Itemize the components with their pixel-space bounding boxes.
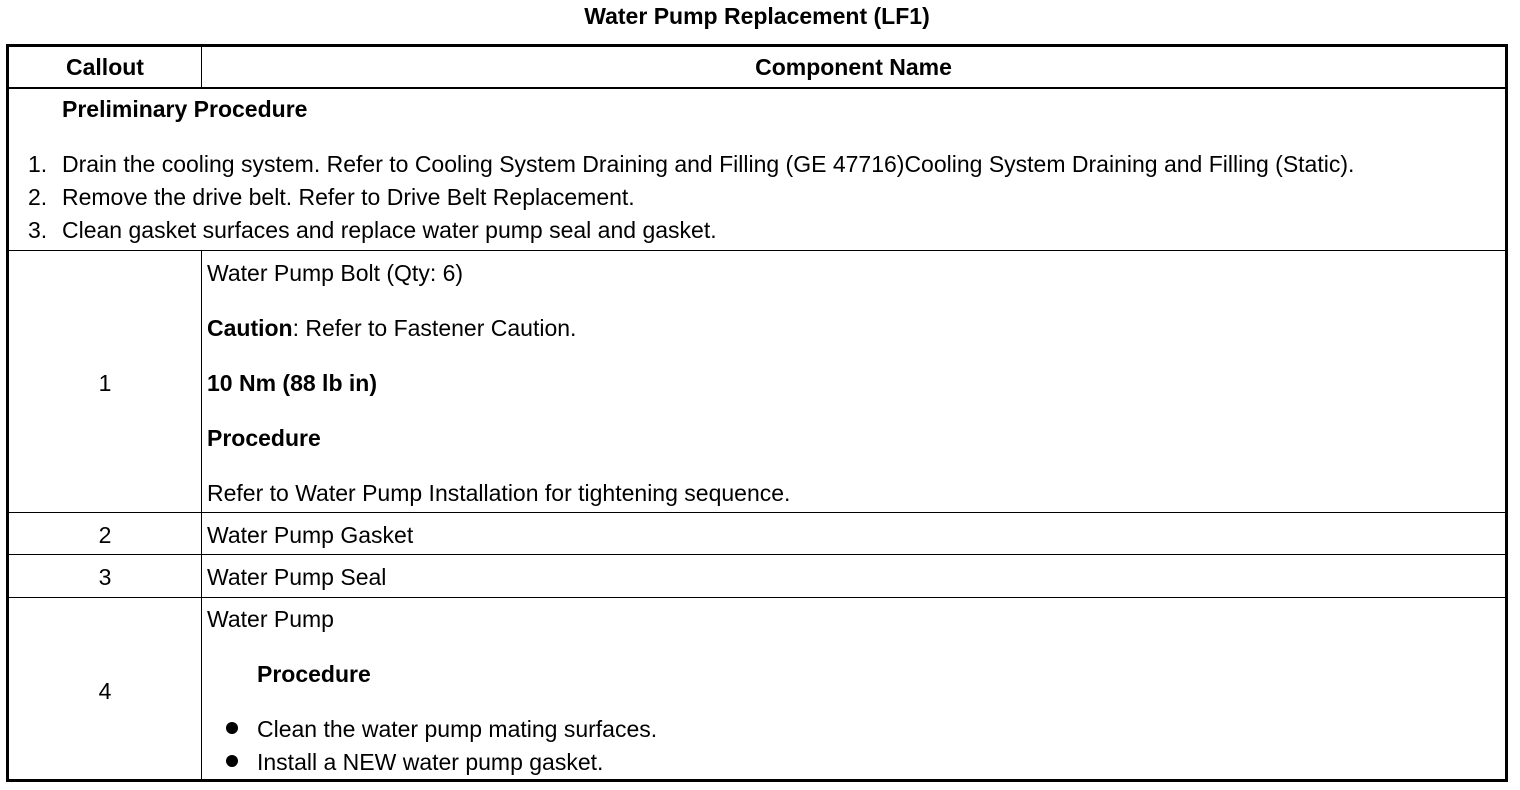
row-divider (9, 250, 1505, 251)
row-divider (9, 554, 1505, 555)
callout-number: 4 (98, 678, 112, 704)
procedure-text: Refer to Water Pump Installation for tightening sequence. (207, 480, 791, 506)
step-text: Clean gasket surfaces and replace water pump seal and gasket. (62, 217, 717, 243)
bullet-item: Clean the water pump mating surfaces. (257, 716, 658, 742)
procedure-label: Procedure (207, 425, 321, 451)
step-text: Drain the cooling system. Refer to Cooling System Draining and Filling (GE 47716)Cooling System Draining and Filling (Static). (62, 151, 1355, 177)
step-number: 3. (28, 217, 48, 243)
page-title: Water Pump Replacement (LF1) (584, 3, 930, 29)
header-divider (9, 87, 1505, 89)
bullet-icon (226, 722, 238, 734)
component-name: Water Pump Bolt (Qty: 6) (207, 260, 464, 286)
caution-text: : Refer to Fastener Caution. (292, 315, 577, 341)
row-divider (9, 597, 1505, 598)
step-text: Remove the drive belt. Refer to Drive Belt Replacement. (62, 184, 635, 210)
component-name: Water Pump (207, 606, 334, 632)
step-number: 1. (28, 151, 48, 177)
header-callout: Callout (66, 54, 144, 80)
header-component-name: Component Name (755, 54, 952, 80)
procedure-label: Procedure (257, 661, 371, 687)
component-name: Water Pump Seal (207, 564, 387, 590)
component-table (6, 44, 1508, 782)
caution-label: Caution (207, 315, 293, 341)
callout-number: 3 (98, 564, 112, 590)
bullet-icon (226, 755, 238, 767)
torque-spec: 10 Nm (88 lb in) (207, 370, 377, 396)
callout-number: 1 (98, 370, 112, 396)
step-number: 2. (28, 184, 48, 210)
component-name: Water Pump Gasket (207, 522, 414, 548)
caution-line (207, 314, 576, 342)
preliminary-heading: Preliminary Procedure (62, 96, 308, 122)
callout-number: 2 (98, 522, 112, 548)
bullet-item: Install a NEW water pump gasket. (257, 749, 604, 775)
row-divider (9, 512, 1505, 513)
column-divider (201, 250, 202, 782)
